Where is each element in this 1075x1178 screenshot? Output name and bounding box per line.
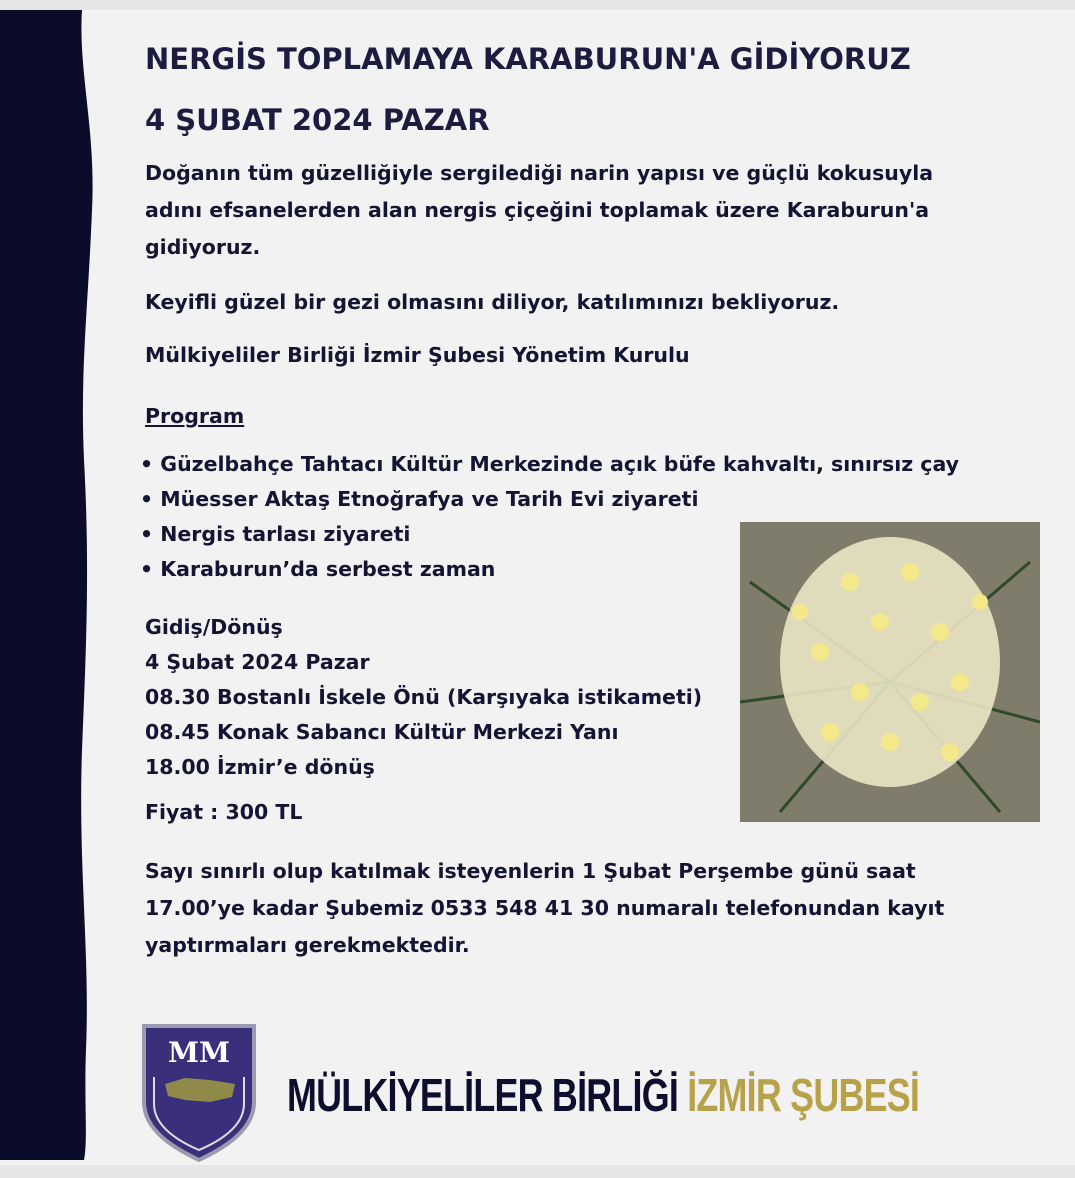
travel-line: 08.30 Bostanlı İskele Önü (Karşıyaka istikameti) (145, 685, 703, 709)
travel-line: 4 Şubat 2024 Pazar (145, 650, 370, 674)
svg-text:MM: MM (168, 1036, 230, 1069)
program-item: • Müesser Aktaş Etnoğrafya ve Tarih Evi ziyareti (140, 487, 699, 511)
signature-text: Mülkiyeliler Birliği İzmir Şubesi Yönetim Kurulu (145, 343, 690, 367)
program-heading: Program (145, 404, 245, 428)
registration-paragraph (145, 853, 944, 964)
name-part-1: MÜLKİYELİLER BİRLİĞİ (287, 1069, 679, 1121)
intro-line: adını efsanelerden alan nergis çiçeğini toplamak üzere Karaburun'a (145, 198, 930, 222)
decorative-wave-bar (0, 10, 100, 1160)
travel-line: 18.00 İzmir’e dönüş (145, 755, 375, 779)
program-item: • Güzelbahçe Tahtacı Kültür Merkezinde açık büfe kahvaltı, sınırsız çay (140, 452, 960, 476)
intro-line: gidiyoruz. (145, 235, 261, 259)
travel-line: 08.45 Konak Sabancı Kültür Merkezi Yanı (145, 720, 619, 744)
page-title: NERGİS TOPLAMAYA KARABURUN'A GİDİYORUZ (145, 42, 911, 76)
name-part-2: İZMİR ŞUBESİ (687, 1069, 920, 1121)
price-text: Fiyat : 300 TL (145, 800, 303, 824)
travel-line: Gidiş/Dönüş (145, 615, 283, 639)
intro-line: Doğanın tüm güzelliğiyle sergilediği narin yapısı ve güçlü kokusuyla (145, 161, 934, 185)
association-name (287, 1068, 919, 1122)
association-logo (140, 1022, 258, 1162)
event-date: 4 ŞUBAT 2024 PAZAR (145, 103, 490, 137)
intro-paragraph (145, 155, 933, 266)
registration-line: yaptırmaları gerekmektedir. (145, 933, 470, 957)
daffodil-photo (740, 522, 1040, 822)
registration-line: Sayı sınırlı olup katılmak isteyenlerin 1 Şubat Perşembe günü saat (145, 859, 916, 883)
travel-info (145, 610, 702, 785)
registration-line: 17.00’ye kadar Şubemiz 0533 548 41 30 numaralı telefonundan kayıt (145, 896, 945, 920)
program-item: • Nergis tarlası ziyareti (140, 522, 411, 546)
program-item: • Karaburun’da serbest zaman (140, 557, 496, 581)
wish-text: Keyifli güzel bir gezi olmasını diliyor, katılımınızı bekliyoruz. (145, 290, 840, 314)
